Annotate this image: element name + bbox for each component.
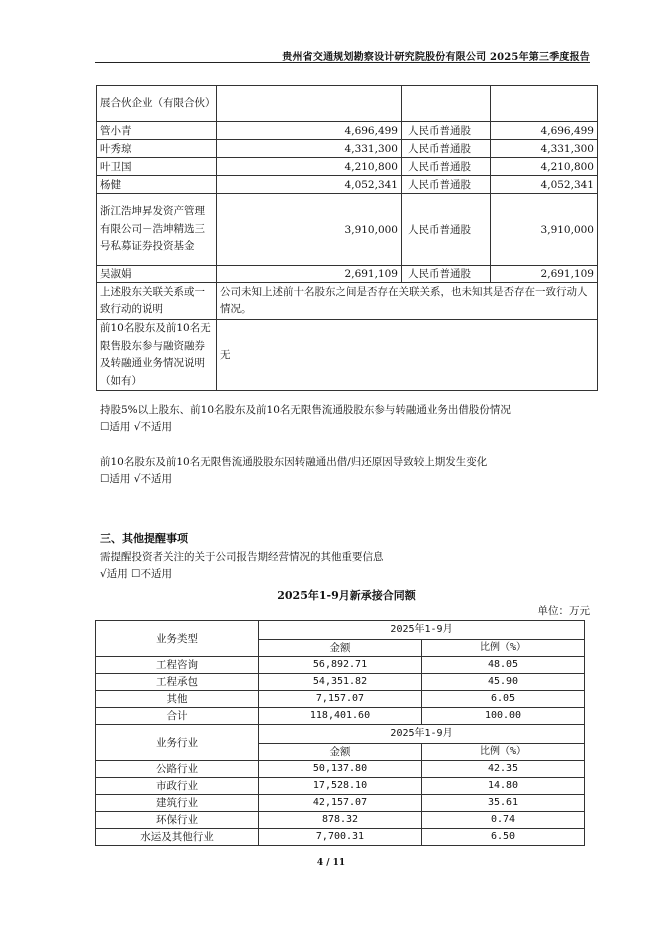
section-title: 三、其他提醒事项 — [100, 532, 188, 545]
amount-header: 金额 — [259, 640, 422, 657]
change-title: 前10名股东及前10名无限售流通股股东因转融通出借/归还原因导致较上期发生变化 — [100, 456, 488, 468]
top-shareholders-table — [96, 85, 598, 391]
table-row — [97, 283, 598, 320]
holder-name: 叶卫国 — [97, 158, 217, 176]
holder-name: 叶秀琼 — [97, 140, 217, 158]
holder-share-type: 人民币普通股 — [402, 122, 491, 140]
holder-share-count: 4,331,300 — [491, 140, 598, 158]
holder-shares: 4,696,499 — [217, 122, 402, 140]
holder-share-count — [491, 86, 598, 122]
holder-share-count: 4,696,499 — [491, 122, 598, 140]
table-row — [96, 725, 585, 744]
row-ratio: 42.35 — [422, 761, 585, 778]
lending-option: ☐适用 √不适用 — [100, 421, 172, 433]
period-header: 2025年1-9月 — [259, 621, 585, 640]
table-row — [97, 122, 598, 140]
unit-label: 单位：万元 — [537, 605, 590, 617]
table-row — [97, 194, 598, 266]
period-header: 2025年1-9月 — [259, 725, 585, 744]
table-row — [96, 657, 585, 674]
holder-name: 展合伙企业（有限合伙） — [97, 86, 217, 122]
row-label: 公路行业 — [96, 761, 259, 778]
row-amount: 17,528.10 — [259, 778, 422, 795]
row-label: 工程承包 — [96, 674, 259, 691]
holder-share-type: 人民币普通股 — [402, 266, 491, 283]
table-row — [97, 266, 598, 283]
ratio-header: 比例（%） — [422, 640, 585, 657]
row-ratio: 100.00 — [422, 708, 585, 725]
row-amount: 54,351.82 — [259, 674, 422, 691]
section-desc: 需提醒投资者关注的关于公司报告期经营情况的其他重要信息 — [100, 551, 384, 563]
table-row — [96, 778, 585, 795]
table-row — [97, 140, 598, 158]
holder-share-count: 3,910,000 — [491, 194, 598, 266]
holder-share-type: 人民币普通股 — [402, 140, 491, 158]
related-party-text: 公司未知上述前十名股东之间是否存在关联关系，也未知其是否存在一致行动人情况。 — [217, 283, 598, 320]
table-row — [96, 761, 585, 778]
table-row — [96, 691, 585, 708]
holder-name: 杨健 — [97, 176, 217, 194]
table-row — [96, 795, 585, 812]
table-row — [97, 86, 598, 122]
type-header: 业务类型 — [96, 621, 259, 657]
amount-header: 金额 — [259, 744, 422, 761]
table-row — [96, 829, 585, 846]
ratio-header: 比例（%） — [422, 744, 585, 761]
row-amount: 42,157.07 — [259, 795, 422, 812]
table-row — [97, 320, 598, 391]
holder-shares: 2,691,109 — [217, 266, 402, 283]
header-rule — [95, 62, 590, 63]
industry-header: 业务行业 — [96, 725, 259, 761]
row-label: 工程咨询 — [96, 657, 259, 674]
new-contracts-table — [95, 620, 585, 846]
row-label: 建筑行业 — [96, 795, 259, 812]
section-option: √适用 ☐不适用 — [100, 568, 172, 580]
holder-share-type: 人民币普通股 — [402, 176, 491, 194]
row-label: 水运及其他行业 — [96, 829, 259, 846]
table-row — [96, 812, 585, 829]
table-row — [97, 176, 598, 194]
holder-share-type — [402, 86, 491, 122]
holder-share-count: 4,052,341 — [491, 176, 598, 194]
row-ratio: 14.80 — [422, 778, 585, 795]
row-amount: 7,157.07 — [259, 691, 422, 708]
holder-share-type: 人民币普通股 — [402, 158, 491, 176]
holder-share-type: 人民币普通股 — [402, 194, 491, 266]
row-ratio: 45.90 — [422, 674, 585, 691]
holder-share-count: 2,691,109 — [491, 266, 598, 283]
row-ratio: 6.05 — [422, 691, 585, 708]
row-ratio: 6.50 — [422, 829, 585, 846]
holder-share-count: 4,210,800 — [491, 158, 598, 176]
row-amount: 56,892.71 — [259, 657, 422, 674]
holder-shares: 4,052,341 — [217, 176, 402, 194]
row-label: 市政行业 — [96, 778, 259, 795]
table-row — [96, 621, 585, 640]
holder-shares — [217, 86, 402, 122]
change-option: ☐适用 √不适用 — [100, 473, 172, 485]
row-label: 环保行业 — [96, 812, 259, 829]
related-party-label: 上述股东关联关系或一致行动的说明 — [97, 283, 217, 320]
report-header: 贵州省交通规划勘察设计研究院股份有限公司 2025年第三季度报告 — [282, 52, 590, 63]
row-ratio: 48.05 — [422, 657, 585, 674]
holder-name: 管小青 — [97, 122, 217, 140]
row-ratio: 0.74 — [422, 812, 585, 829]
row-amount: 50,137.80 — [259, 761, 422, 778]
holder-shares: 4,210,800 — [217, 158, 402, 176]
row-label: 合计 — [96, 708, 259, 725]
row-ratio: 35.61 — [422, 795, 585, 812]
contracts-table-title: 2025年1-9月新承接合同额 — [277, 589, 416, 602]
page-number: 4 / 11 — [316, 858, 346, 868]
row-label: 其他 — [96, 691, 259, 708]
holder-shares: 3,910,000 — [217, 194, 402, 266]
holder-name: 浙江浩坤昇发资产管理有限公司－浩坤精选三号私募证券投资基金 — [97, 194, 217, 266]
margin-trading-text: 无 — [217, 320, 598, 391]
row-amount: 878.32 — [259, 812, 422, 829]
row-amount: 7,700.31 — [259, 829, 422, 846]
holder-name: 吴淑娟 — [97, 266, 217, 283]
table-row — [96, 674, 585, 691]
holder-shares: 4,331,300 — [217, 140, 402, 158]
row-amount: 118,401.60 — [259, 708, 422, 725]
table-row — [96, 708, 585, 725]
table-row — [97, 158, 598, 176]
lending-title: 持股5%以上股东、前10名股东及前10名无限售流通股股东参与转融通业务出借股份情况 — [100, 404, 511, 416]
margin-trading-label: 前10名股东及前10名无限售股东参与融资融券及转融通业务情况说明（如有） — [97, 320, 217, 391]
